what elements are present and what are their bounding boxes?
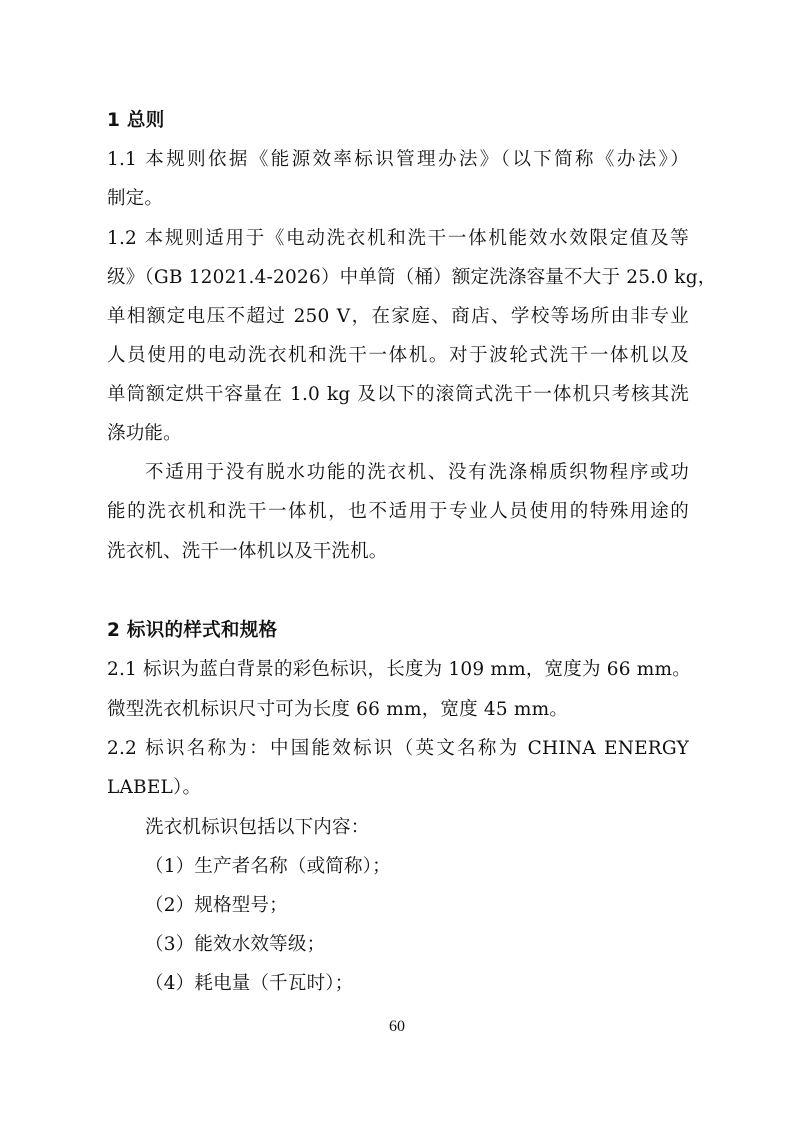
section-2-heading: 2 标识的样式和规格 [107, 620, 278, 641]
clause-2-1-line-1: 2.1 标识为蓝白背景的彩色标识，长度为 109 mm，宽度为 66 mm。 [107, 659, 691, 680]
clause-2-1-line-2: 微型洗衣机标识尺寸可为长度 66 mm，宽度 45 mm。 [107, 699, 569, 720]
list-item: （1）生产者名称（或简称）； [145, 856, 391, 877]
exclusion-line-3: 洗衣机、洗干一体机以及干洗机。 [107, 541, 388, 562]
clause-1-2-line-1: 1.2 本规则适用于《电动洗衣机和洗干一体机能效水效限定值及等 [107, 228, 689, 249]
clause-1-2-line-2: 级》（GB 12021.4-2026）中单筒（桶）额定洗涤容量不大于 25.0 kg， [107, 267, 717, 288]
clause-1-2-line-4: 人员使用的电动洗衣机和洗干一体机。对于波轮式洗干一体机以及 [107, 345, 689, 366]
clause-2-2-line-2: LABEL）。 [107, 777, 202, 798]
exclusion-line-2: 能的洗衣机和洗干一体机，也不适用于专业人员使用的特殊用途的 [107, 501, 689, 522]
clause-1-2-line-6: 涤功能。 [107, 423, 182, 444]
clause-1-2-line-3: 单相额定电压不超过 250 V，在家庭、商店、学校等场所由非专业 [107, 306, 689, 327]
page-number: 60 [389, 1018, 405, 1035]
list-item: （3）能效水效等级； [145, 934, 326, 955]
list-item: （4）耗电量（千瓦时）； [145, 973, 354, 994]
clause-1-2-line-5: 单筒额定烘干容量在 1.0 kg 及以下的滚筒式洗干一体机只考核其洗 [107, 384, 689, 405]
label-content-intro: 洗衣机标识包括以下内容： [145, 817, 370, 838]
clause-1-1-line-1: 1.1 本规则依据《能源效率标识管理办法》（以下简称《办法》） [107, 149, 689, 170]
clause-2-2-line-1: 2.2 标识名称为：中国能效标识（英文名称为 CHINA ENERGY [107, 738, 689, 759]
exclusion-line-1: 不适用于没有脱水功能的洗衣机、没有洗涤棉质织物程序或功 [145, 462, 689, 483]
section-1-heading: 1 总则 [107, 110, 165, 131]
list-item: （2）规格型号； [145, 895, 288, 916]
clause-1-1-line-2: 制定。 [107, 188, 164, 209]
